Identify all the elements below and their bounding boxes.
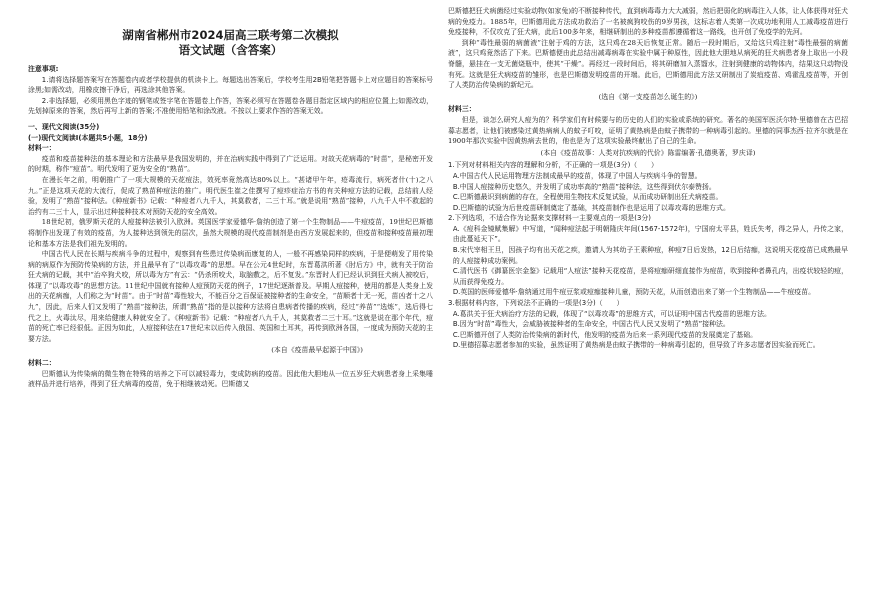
question-option: A.中国古代人民运用物理方法制成最早的疫苗，体现了中国人与疾病斗争的智慧。 (452, 171, 702, 180)
paragraph: 在漫长年之前，明朝推广了一项大规模的天花痘法，效死率竟然高达80%以上。“甚诸甲午年，疮毒流行，病死者什(十)之八九。”正是这项天花的大流行，促成了熟苗种痘法的推广。明代医生崔之佳撰写了痘疹症治方书的有关种痘方法的记载，总结前人经验，发明了“熟苗”接种法。《种痘新书》记载：“种痘者八九千人，其莫救者，二三十耳。”就是说用“熟苗”接种，八九千人中不救起的治约有二三十人，显示出过种接种技术对预防天花的安全高效。 (28, 175, 433, 216)
notice-item: 1.请将选择题答案写在答题卷内或者学校提供的机读卡上。每题选出答案后，学校考生用2B铅笔把答题卡上对应题目的答案标号涂黑;如需改动，用橡皮擦干净后，再选涂其他答案。 (28, 75, 433, 95)
question-option: C.巴斯德开创了人类防治传染病的新时代，他发明的疫苗为后来一系列现代疫苗的发展奠定了基础。 (452, 330, 758, 339)
material-label: 材料二： (28, 359, 56, 368)
source-note: (选自《第一支疫苗怎么诞生的》) (598, 92, 698, 101)
section-heading: 一、现代文阅读(35分) (28, 122, 100, 131)
material-label: 材料一： (28, 144, 56, 153)
right-column (448, 6, 848, 611)
source-note: (本自《疫苗故事：人类对抗疾病的代价》陈雷编著·孔德奥著，罗庆译) (540, 148, 756, 157)
question-option: B.宋代宰相王旦，因孩子均有出天花之疾，邀请人为其幼子王素种痘，种痘7日后发热，12日后结痂，这说明天花疫苗已成熟最早的人痘接种成功案例。 (452, 246, 848, 265)
notice-heading: 注意事项: (28, 65, 59, 73)
paragraph: 18世纪初，俄罗斯天花的人痘接种法被引入欧洲。英国医学家爱德华·詹纳创造了第一个生物制品——牛痘疫苗，19世纪巴斯德将制作出发现了有效的疫苗，为人接种达到领先的层次，虽然大规模的现代疫苗制剂是由西方发展起来的，但疫苗和接种疫苗最初理论和基本方法是我们祖先发明的。 (28, 218, 433, 248)
question-option: C.清代医书《御纂医宗金鉴》记载用“人痘法”接种天花疫苗，是将痘痂研细直接作为痘苗，吹到接种者鼻孔内，出疫状较轻的痘，从而获得免疫力。 (452, 267, 848, 286)
exam-subtitle: 语文试题（含答案） (178, 43, 283, 57)
question-option: A.《痘科金镜赋集解》中写道，“闻种痘法起于明朝隆庆年间(1567-1572年)，宁国府太平县，姓氏失考，得之异人，丹传之家，由此蔓延天下”。 (452, 224, 848, 244)
paragraph: 疫苗和疫苗接种法的基本理论和方法最早是我国发明的，并在治病实践中得到了广泛运用。对故天花病毒的“时苗”，是秘密开发的时期，称作“痘苗”。明代发明了更为安全的“熟苗”。 (28, 154, 433, 174)
question-option: B.中国人痘接种历史悠久，并发明了成功率高的“熟苗”接种法，这些得到伏尔泰赞扬。 (452, 182, 716, 191)
notice-item: 2.非选择题，必须用黑色字迹的钢笔或签字笔在答题卷上作答，答案必须写在答题卷各题目指定区域内的相应位置上;如需改动，先划掉原来的答案，然后再写上新的答案;不准使用铅笔和涂改液。不按以上要求作答的答案无效。 (28, 96, 433, 116)
question-option: B.因为“时苗”毒性大，会威胁被接种者的生命安全，中国古代人民又发明了“熟苗”接种法。 (452, 320, 730, 329)
question-option: D.英国的医师爱德华·詹纳通过用牛痘豆浆或痘痂接种儿童，预防天花，从而创造出来了第一个生物制品——牛痘疫苗。 (452, 288, 816, 297)
question-option: C.巴斯德最识到病菌的存在，全程使用生物技术反复试验，从而成功研制出狂犬病疫苗。 (452, 193, 723, 202)
paragraph: 到种“毒性最弱的病菌液”注射于鸡的方法，这只鸡在28天后恢复正常。随后一段时期后，又给这只鸡注射“毒性最强的病菌液”，这只鸡竟然活了下来。巴斯德便由此总结出减毒病毒在实验中属于种原性，因此他大胆地从病死的狂犬病患者身上取出一小段脊髓，悬挂在一支无菌烧瓶中，使其“干燥”。再经过一段时间后，将其研磨加入蒸馏水，注射到健康的动物体内，结果这只动物没有死。这就是狂犬病疫苗的雏形，也是巴斯德发明疫苗的开端。此后，巴斯德用此方法又研制出了炭疽疫苗、鸡霍乱疫苗等，开创了人类防治传染病的新纪元。 (448, 38, 848, 90)
question-option: A.葛洪关于狂犬病治疗方法的记载，体现了“以毒攻毒”的思维方式，可以证明中国古代疫苗的思维方法。 (452, 309, 771, 318)
question-stem: 2.下列选项，不适合作为论据来支撑材料一主要观点的一项是(3分) (448, 214, 652, 223)
question-stem: 1.下列对材料相关内容的理解和分析，不正确的一项是(3分)（ ） (448, 161, 658, 170)
material-label: 材料三： (448, 105, 476, 114)
question-option: D.里德招募志愿者参加的实验，虽然证明了黄热病是由蚊子携带的一种病毒引起的，但导致了许多志愿者因实验而死亡。 (452, 341, 820, 350)
question-stem: 3.根据材料内容，下列说法不正确的一项是(3分)（ ） (448, 299, 624, 308)
paragraph: 中国古代人民在长期与疾病斗争的过程中，观察到有些患过传染病而康复的人，一般不再感染同样的疾病，于是便萌发了用传染病的病原作为预防传染病的方法，并且最早有了“以毒攻毒”的思想。早在公元4世纪时，东晋葛洪所著《肘后方》中，就有关于防治狂犬病的记载，其中“治卒狗犬咬，所以毒为方”有云：“仍杀所咬犬，取脑敷之，后不复发。”东晋时人们已经认识到狂犬病人被咬后，体现了“以毒攻毒”的思想方法。11世纪中国就有接种人痘预防天花的例子，17世纪逐渐普及。早期人痘接种，使用的都是人类身上发出的天花病痂，人们称之为“时苗”。由于“时苗”毒性较大，不能百分之百保证被接种者的生命安全，“苗顺者十无一死，苗凶者十之八九”，因此，后来人们又发明了“熟苗”接种法，所谓“熟苗”指的是以接种方法将自患病者传播的疾病，经过“养苗”“选炼”，选后得七代之上，火毒汰尽，用来给健康人种就安全了。《种痘新书》记载：“种痘者八九千人，其莫救者二三十耳。”这就是说在那个年代，痘苗的死亡率已经很低。正因为如此，人痘接种法在17世纪末以后传入俄国、英国和土耳其，再传到欧洲各国，一度成为预防天花的主要方法。 (28, 250, 433, 343)
paragraph: 巴斯德认为传染病的微生物在特殊的培养之下可以减轻毒力，变成防病的疫苗。因此他大胆地从一位五岁狂犬病患者身上采集唾液样品并进行培养，得到了狂犬病毒的疫苗，免于相继被动死。巴斯德又 (28, 369, 433, 389)
paragraph: 但是，谈怎么研究人痘为的？科学家们有时候要与的历史的人们的实验或系统的研究。著名的美国军医沃尔特·里德曾在古巴招募志愿者，让他们被感染过黄热病病人的蚊子叮咬，证明了黄热病是由蚊子携带的一种病毒引起的。里德的同事杰西·拉齐尔就是在1900年那次实验中因黄热病去世的，他也是为了这项实验最终献出了自己的生命。 (448, 115, 848, 146)
subsection-heading: (一)现代文阅读Ⅰ(本题共5小题，18分) (28, 133, 148, 142)
question-option: D.巴斯德的试验为后世疫苗研制奠定了基础，其疫苗制作也是运用了以毒攻毒的思维方式。 (452, 203, 730, 212)
source-note: (本自《疫苗最早起源于中国》) (271, 346, 363, 355)
exam-title: 湖南省郴州市2024届高三联考第二次模拟 (122, 28, 339, 42)
left-column (28, 6, 433, 611)
paragraph: 巴斯德把狂犬病菌经过实验动物(如家兔)的不断接种传代，直到病毒毒力大大减弱，然后把弱化的病毒注入人体，让人体获得对狂犬病的免疫力。1885年，巴斯德用此方法成功救治了一名被疯狗咬伤的9岁男孩，这标志着人类第一次成功地利用人工减毒疫苗进行免疫接种，不仅攻克了狂犬病，此后100多年来，相继研制出的多种疫苗都遵循着这一路线，也开创了免疫学的先河。 (448, 7, 848, 37)
